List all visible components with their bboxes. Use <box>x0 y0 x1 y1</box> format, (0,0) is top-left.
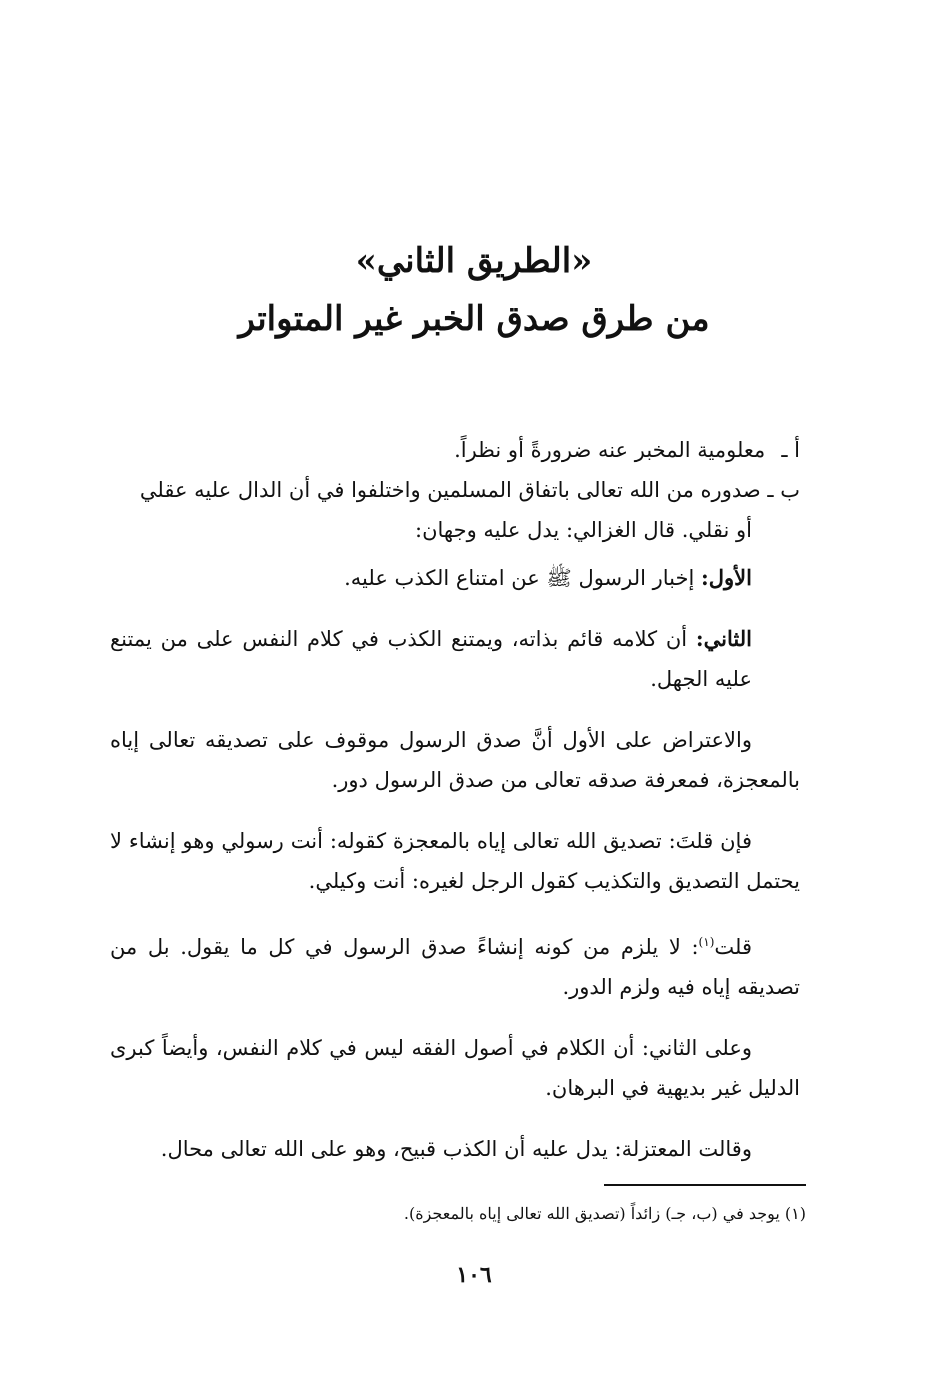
item-b-text: صدوره من الله تعالى باتفاق المسلمين واختلفوا في أن الدال عليه عقلي <box>139 478 761 502</box>
item-b-continuation: أو نقلي. قال الغزالي: يدل عليه وجهان: <box>415 518 752 542</box>
paragraph-mutazila: وقالت المعتزلة: يدل عليه أن الكذب قبيح، وهو على الله تعالى محال. <box>160 1137 752 1161</box>
footnote-reference: (١) <box>698 935 715 949</box>
paragraph-if-you-said: فإن قلتَ: تصديق الله تعالى إياه بالمعجزة كقوله: أنت رسولي وهو إنشاء لا يحتمل التصديق والتكذيب كقول الرجل لغيره: أنت وكيلي. <box>110 829 800 893</box>
paragraph-i-said-start: قلت <box>714 935 752 959</box>
paragraph-i-said <box>110 922 800 1007</box>
paragraph-on-second: وعلى الثاني: أن الكلام في أصول الفقه ليس في كلام النفس، وأيضاً كبرى الدليل غير بديهية في البرهان. <box>110 1036 800 1100</box>
paragraph-i-said-rest: : لا يلزم من كونه إنشاءً صدق الرسول في كل ما يقول. بل من تصديقه إياه فيه ولزم الدور. <box>110 935 800 999</box>
heading-line-2: من طرق صدق الخبر غير المتواتر <box>238 299 710 339</box>
page-number: ١٠٦ <box>456 1262 492 1288</box>
way-second-label: الثاني: <box>695 626 752 651</box>
item-a-text: معلومية المخبر عنه ضرورةً أو نظراً. <box>454 438 766 462</box>
item-b-marker: ب ـ <box>767 478 800 502</box>
body-text <box>110 430 800 1190</box>
way-first-label: الأول: <box>701 565 752 590</box>
chapter-heading <box>0 232 948 348</box>
footnote: (١) يوجد في (ب، جـ) زائداً (تصديق الله تعالى إياه بالمعجزة). <box>403 1204 806 1223</box>
way-second <box>110 619 800 699</box>
way-first-text: إخبار الرسول ﷺ عن امتناع الكذب عليه. <box>344 566 695 590</box>
way-second-text: أن كلامه قائم بذاته، ويمتنع الكذب في كلام النفس على من يمتنع عليه الجهل. <box>110 627 752 691</box>
way-first <box>110 558 800 598</box>
item-b <box>110 470 800 510</box>
item-a-marker: أ ـ <box>781 438 800 462</box>
paragraph-objection: والاعتراض على الأول أنَّ صدق الرسول موقوف على تصديقه تعالى إياه بالمعجزة، فمعرفة صدقه تعالى من صدق الرسول دور. <box>110 728 800 792</box>
heading-line-1: «الطريق الثاني» <box>355 241 593 281</box>
footnote-divider <box>604 1184 806 1186</box>
item-a <box>110 430 800 470</box>
